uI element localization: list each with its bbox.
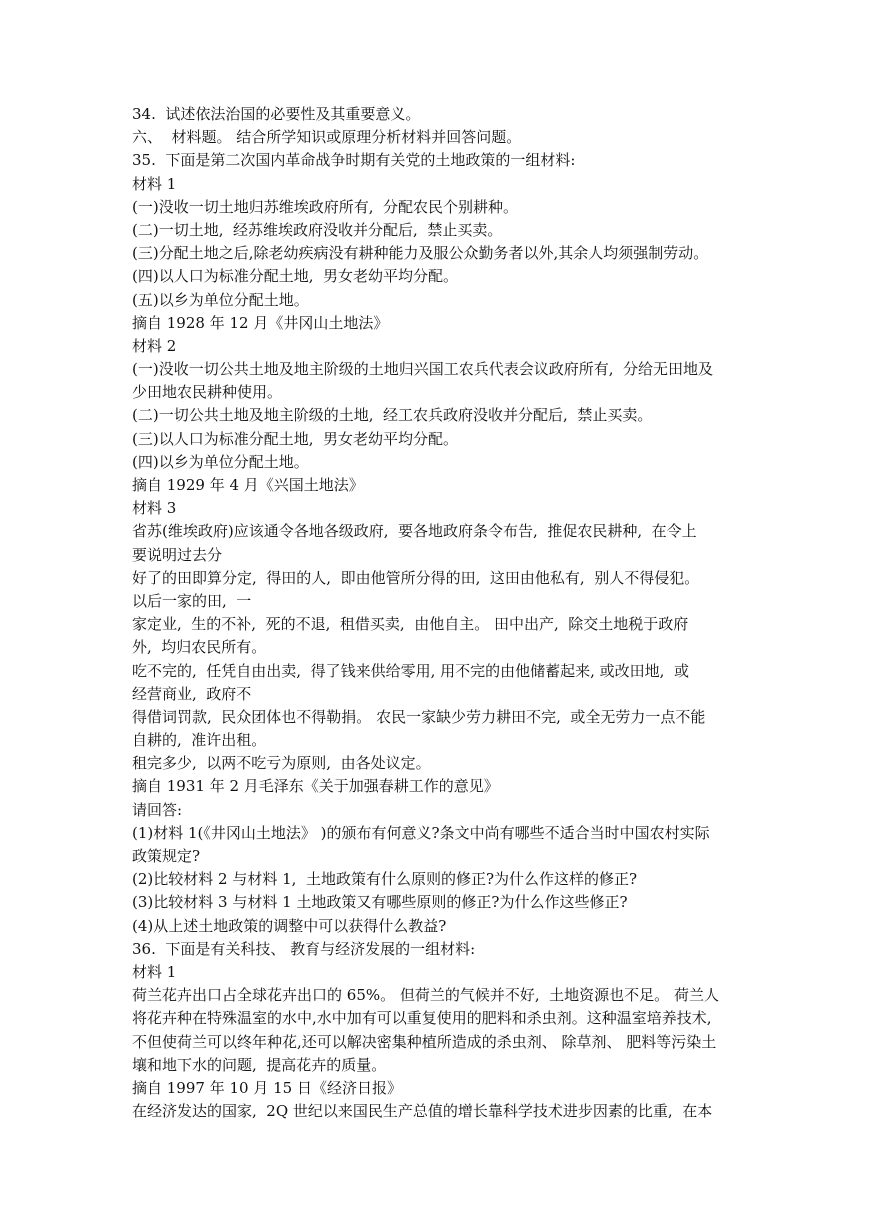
text-line: 材料 1	[132, 174, 177, 193]
text-line: 摘自 1929 年 4 月《兴国土地法》	[132, 476, 364, 494]
text-line: 摘自 1928 年 12 月《井冈山土地法》	[132, 313, 389, 332]
text-line: (二)一切公共土地及地主阶级的土地, 经工农兵政府没收并分配后, 禁止买卖。	[132, 406, 653, 425]
text-line: 35. 下面是第二次国内革命战争时期有关党的土地政策的一组材料:	[132, 151, 576, 170]
text-line: (三)分配土地之后,除老幼疾病没有耕种能力及服公众勤务者以外,其余人均须强制劳动。	[132, 244, 709, 263]
text-line: 36. 下面是有关科技、 教育与经济发展的一组材料:	[132, 939, 476, 958]
text-line: 政策规定?	[132, 847, 201, 865]
text-line: 得借词罚款, 民众团体也不得勒捐。 农民一家缺少劳力耕田不完, 或全无劳力一点不能	[132, 707, 706, 726]
text-line: (二)一切土地, 经苏维埃政府没收并分配后, 禁止买卖。	[132, 220, 503, 239]
text-line: 请回答:	[132, 800, 183, 819]
text-line: 荷兰花卉出口占全球花卉出口的 65%。 但荷兰的气候并不好, 土地资源也不足。 荷兰人	[132, 986, 719, 1005]
text-line: 省苏(维埃政府)应该通令各地各级政府, 要各地政府条令布告, 推促农民耕种, 在令上	[132, 522, 697, 541]
text-line: 材料 3	[132, 499, 177, 518]
text-line: 壤和地下水的问题, 提高花卉的质量。	[132, 1055, 387, 1074]
text-line: (3)比较材料 3 与材料 1 土地政策又有哪些原则的修正?为什么作这些修正?	[132, 893, 628, 912]
text-line: 以后一家的田, 一	[132, 591, 252, 610]
text-line: 将花卉种在特殊温室的水中,水中加有可以重复使用的肥料和杀虫剂。这种温室培养技术,	[132, 1009, 712, 1028]
text-line: 好了的田即算分定, 得田的人, 即由他管所分得的田, 这田由他私有, 别人不得侵犯。	[132, 568, 700, 587]
text-line: 少田地农民耕种使用。	[132, 383, 283, 402]
text-line: (一)没收一切土地归苏维埃政府所有, 分配农民个别耕种。	[132, 197, 519, 216]
text-line: 摘自 1997 年 10 月 15 日《经济日报》	[132, 1078, 402, 1097]
text-line: 材料 2	[132, 336, 177, 355]
text-line: 外, 均归农民所有。	[132, 638, 267, 657]
text-line: 在经济发达的国家, 2Q 世纪以来国民生产总值的增长靠科学技术进步因素的比重, 在本	[132, 1102, 713, 1121]
text-line: (四)以乡为单位分配土地。	[132, 452, 309, 471]
text-line: 34. 试述依法治国的必要性及其重要意义。	[132, 105, 421, 123]
text-line: 材料 1	[132, 962, 177, 981]
text-line: 不但使荷兰可以终年种花,还可以解决密集种植所造成的杀虫剂、 除草剂、 肥料等污染土	[132, 1032, 717, 1051]
text-line: 家定业, 生的不补, 死的不退, 租借买卖, 由他自主。 田中出产, 除交土地税于政府	[132, 615, 689, 634]
text-line: (2)比较材料 2 与材料 1, 土地政策有什么原则的修正?为什么作这样的修正?	[132, 870, 638, 889]
text-line: (一)没收一切公共土地及地主阶级的土地归兴国工农兵代表会议政府所有, 分给无田地及	[132, 360, 714, 379]
text-line: (四)以人口为标准分配土地, 男女老幼平均分配。	[132, 267, 459, 286]
text-line: (五)以乡为单位分配土地。	[132, 290, 309, 309]
text-line: 租完多少, 以两不吃亏为原则, 由各处议定。	[132, 754, 431, 773]
text-line: 经营商业, 政府不	[132, 684, 252, 703]
document-body	[132, 103, 869, 1123]
text-line: (4)从上述土地政策的调整中可以获得什么教益?	[132, 916, 447, 935]
text-line: 吃不完的, 任凭自由出卖, 得了钱来供给零用, 用不完的由他储蓄起来, 或改田地, 或	[132, 661, 689, 680]
text-line: 要说明过去分	[132, 545, 223, 564]
text-line: (1)材料 1(《井冈山土地法》 )的颁布有何意义?条文中尚有哪些不适合当时中国农村实际	[132, 823, 710, 842]
text-line: 摘自 1931 年 2 月毛泽东《关于加强春耕工作的意见》	[132, 777, 499, 796]
text-line: (三)以人口为标准分配土地, 男女老幼平均分配。	[132, 429, 459, 448]
text-line: 自耕的, 准许出租。	[132, 731, 267, 750]
text-line: 六、 材料题。 结合所学知识或原理分析材料并回答问题。	[132, 128, 522, 147]
